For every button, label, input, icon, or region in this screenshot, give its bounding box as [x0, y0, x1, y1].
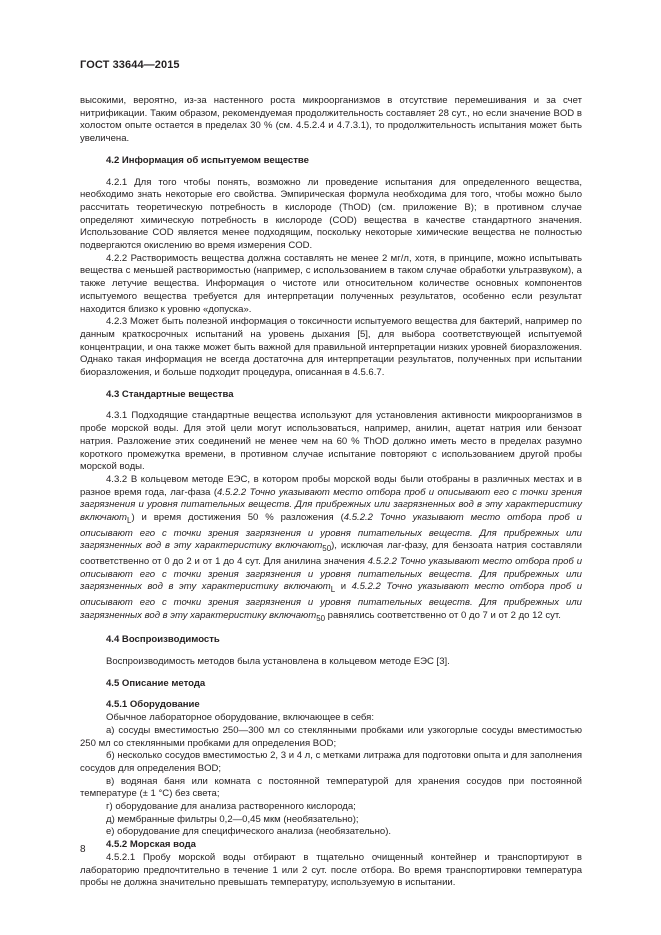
- paragraph: 4.2.1 Для того чтобы понять, возможно ли проведение испытания для определенного вещества, необходимо знать некоторые его свойства. Эмпирическая формула необходима для того, чтобы можно было рассчитать теоретическую потребность в кислороде (ThOD) (см. приложение В); в противном случае определяют химическую потребность в кислороде (COD) вещества в качестве стандартного значения. Использование COD является менее подходящим, поскольку некоторые химические вещества не полностью подвергаются окислению во время измерения COD.: [80, 176, 582, 252]
- list-item: б) несколько сосудов вместимостью 2, 3 и 4 л, с метками литража для подготовки опыта и для заполнения сосудов для определения BOD;: [80, 750, 582, 774]
- paragraph-4-3-2: [80, 474, 582, 625]
- paragraph: 4.3.1 Подходящие стандартные вещества используют для установления активности микроорганизмов в пробе морской воды. Для этой цели могут использоваться, например, анилин, ацетат натрия или бензоат натрия. Разложение этих соединений не менее чем на 60 % ThOD должно иметь место в пределах разумно короткого промежутка времени, в противном случае испытание повторяют с использованием другой пробы морской воды.: [80, 410, 582, 473]
- text-segment: 4.3.2 В кольцевом методе ЕЭС, в котором пробы морской воды были отобраны в различных местах и в разное время года, лаг-фаза (: [80, 473, 582, 498]
- subscript: 50: [322, 544, 332, 554]
- text-segment: и: [335, 581, 352, 593]
- text-segment: ) и время достижения 50 % разложения (: [131, 512, 344, 524]
- section-heading-4-3: 4.3 Стандартные вещества: [106, 388, 234, 400]
- list-item: в) водяная баня или комната с постоянной температурой для хранения сосудов при постоянной температуре (± 1 °C) без света;: [80, 775, 582, 800]
- variable-t: 4.5.2.2 Точно указывают место отбора проб и описывают его с точки зрения загрязнения и уровня питательных веществ. Для прибрежных или загрязненных вод в эту характеристику включают: [80, 581, 583, 621]
- paragraph: Обычное лабораторное оборудование, включающее в себя:: [106, 712, 375, 724]
- document-header: ГОСТ 33644—2015: [80, 59, 180, 71]
- subscript: 50: [316, 613, 326, 623]
- list-item: е) оборудование для специфического анализа (необязательно).: [106, 826, 392, 838]
- subscript: L: [127, 516, 132, 525]
- list-item: а) сосуды вместимостью 250—300 мл со стеклянными пробками или узкогорлые сосуды вместимостью 250 мл со стеклянными пробками для определения BOD;: [80, 724, 582, 749]
- section-heading-4-4: 4.4 Воспроизводимость: [106, 634, 220, 646]
- paragraph: Воспроизводимость методов была установлена в кольцевом методе ЕЭС [3].: [106, 656, 450, 668]
- paragraph: высокими, вероятно, из-за настенного роста микроорганизмов в отсутствие перемешивания и за счет нитрификации. Таким образом, рекомендуемая продолжительность составляет 28 сут., но если значение BOD в холостом опыте остается в пределах 30 % (см. 4.5.2.4 и 4.7.3.1), то продолжительность испытания может быть увеличена.: [80, 95, 582, 145]
- variable-t: 4.5.2.2 Точно указывают место отбора проб и описывают его с точки зрения загрязнения и уровня питательных веществ. Для прибрежных или загрязненных вод в эту характеристику включают: [80, 556, 582, 593]
- page-number: 8: [80, 844, 86, 855]
- section-heading-4-2: 4.2 Информация об испытуемом веществе: [106, 154, 309, 166]
- list-item: г) оборудование для анализа растворенного кислорода;: [106, 801, 356, 813]
- subscript: L: [330, 585, 336, 595]
- paragraph: 4.2.3 Может быть полезной информация о токсичности испытуемого вещества для бактерий, например по данным краткосрочных испытаний на уровень дыхания [5], для выбора соответствующей испытуемой концентрации, и она также может быть важной для правильной интерпретации низких уровней биоразложения. Однако такая информация не всегда достаточна для интерпретации результатов, полученных при испытании биоразложения, и больше подходит процедура, описанная в 4.5.6.7.: [80, 316, 582, 379]
- document-body: [80, 95, 582, 890]
- section-heading-4-5: 4.5 Описание метода: [106, 677, 206, 689]
- subsection-heading-4-5-1: 4.5.1 Оборудование: [106, 699, 200, 711]
- variable-t: 4.5.2.2 Точно указывают место отбора проб и описывают его с точки зрения загрязнения и уровня питательных веществ. Для прибрежных или загрязненных вод в эту характеристику включают: [80, 486, 582, 524]
- paragraph: 4.2.2 Растворимость вещества должна составлять не менее 2 мг/л, хотя, в принципе, можно испытывать вещества с меньшей растворимостью (например, с использованием в таком случае обработки ультразвуком), а также летучие вещества. Информация о чистоте или относительном количестве основных компонентов испытуемого вещества требуется для интерпретации полученных результатов, особенно если результат находится близко к уровню «допуска».: [80, 252, 582, 315]
- paragraph: 4.5.2.1 Пробу морской воды отбирают в тщательно очищенный контейнер и транспортируют в лабораторию предпочтительно в течение 1 или 2 сут. после отбора. Во время транспортировки температура пробы не должна значительно превышать температуру, используемую в испытании.: [80, 851, 582, 889]
- text-segment: равнялись соответственно от 0 до 7 и от 2 до 12 сут.: [325, 609, 561, 621]
- text-segment: ), исключая лаг-фазу, для бензоата натрия составляли соответственно от 0 до 2 и от 1 до 4 сут. Для анилина значения: [80, 540, 582, 568]
- subsection-heading-4-5-2: 4.5.2 Морская вода: [106, 839, 196, 851]
- list-item: д) мембранные фильтры 0,2—0,45 мкм (необязательно);: [106, 813, 359, 825]
- variable-t: 4.5.2.2 Точно указывают место отбора проб и описывают его с точки зрения загрязнения и уровня питательных веществ. Для прибрежных или загрязненных вод в эту характеристику включают: [80, 512, 582, 552]
